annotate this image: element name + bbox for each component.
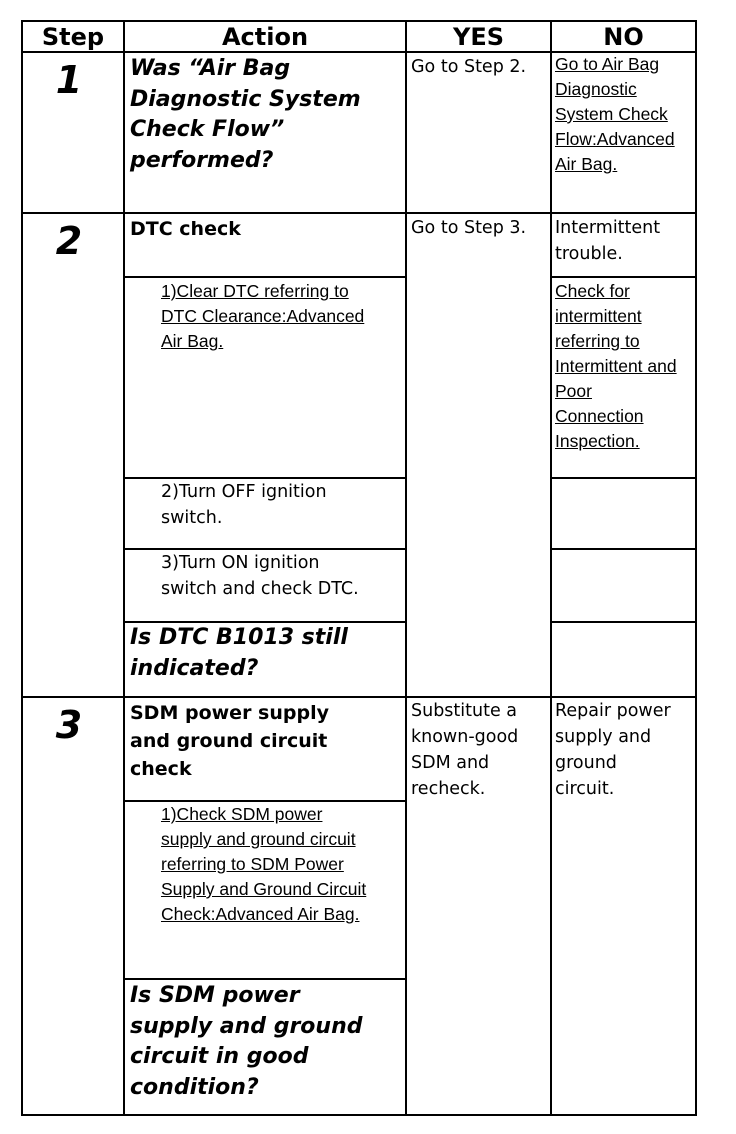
table-border-right (695, 20, 697, 1116)
no-subdivider (550, 548, 697, 550)
header-step: Step (41, 23, 105, 51)
action-subdivider (123, 276, 407, 278)
no-subdivider (550, 621, 697, 623)
no-action-link[interactable]: Go to Air Bag Diagnostic System Check Flow:Advanced Air Bag. (555, 54, 675, 174)
column-divider-yes (550, 20, 552, 1116)
no-subdivider (550, 276, 697, 278)
step-number: 2 (55, 219, 83, 263)
step-number: 1 (55, 58, 83, 102)
header-action: Action (221, 23, 309, 51)
substep-text: 2)Turn OFF ignition switch. (161, 482, 327, 528)
no-action: Repair power supply and ground circuit. (555, 701, 671, 799)
no-action: Intermittent trouble. (555, 218, 661, 264)
column-divider-step (123, 20, 125, 1116)
row-divider-1 (21, 212, 697, 214)
column-divider-action (405, 20, 407, 1116)
no-action-link[interactable]: Check for intermittent referring to Intermittent and Poor Connection Inspection. (555, 281, 677, 451)
header-no: NO (603, 23, 644, 51)
step-question: Was “Air Bag Diagnostic System Check Flow” performed? (130, 56, 361, 173)
yes-action: Substitute a known-good SDM and recheck. (411, 701, 519, 799)
yes-action: Go to Step 2. (411, 57, 527, 77)
substep-link[interactable]: 1)Clear DTC referring to DTC Clearance:Advanced Air Bag. (161, 281, 365, 351)
action-subdivider (123, 978, 407, 980)
step-number: 3 (55, 703, 83, 747)
no-subdivider (550, 477, 697, 479)
table-border-bottom (21, 1114, 697, 1116)
step-title: DTC check (130, 218, 241, 240)
step-title: SDM power supply and ground circuit check (130, 702, 329, 780)
yes-action: Go to Step 3. (411, 218, 527, 238)
step-question: Is SDM power supply and ground circuit in good condition? (130, 983, 363, 1100)
step-question: Is DTC B1013 still indicated? (130, 625, 348, 681)
substep-link[interactable]: 1)Check SDM power supply and ground circuit referring to SDM Power Supply and Ground Circuit Check:Advanced Air Bag. (161, 804, 367, 924)
substep-text: 3)Turn ON ignition switch and check DTC. (161, 553, 359, 599)
header-yes: YES (452, 23, 505, 51)
table-border-left (21, 20, 23, 1116)
